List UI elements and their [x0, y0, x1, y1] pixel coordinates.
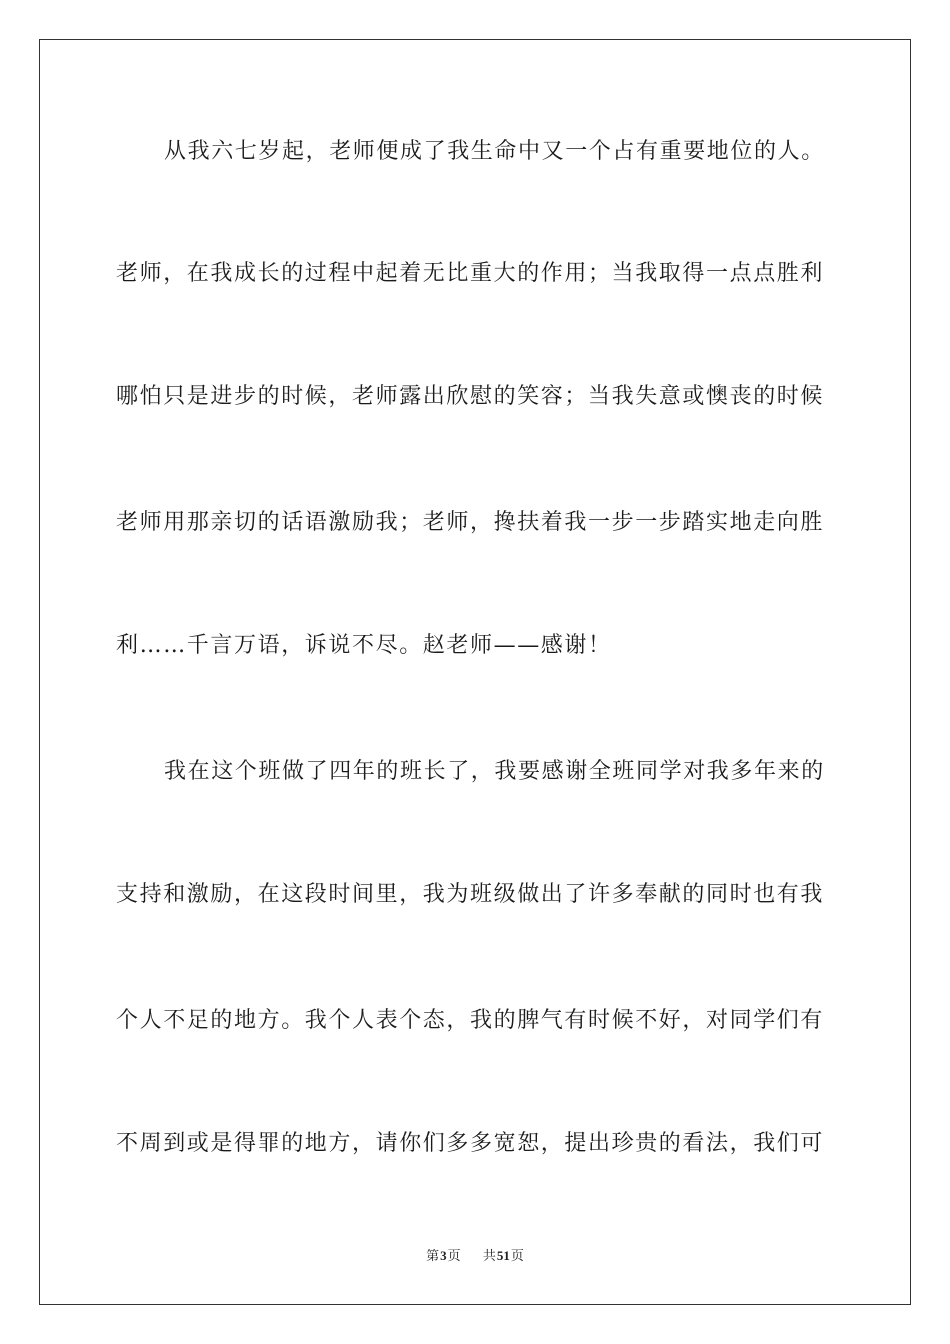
paragraph-1-line-2: 老师，在我成长的过程中起着无比重大的作用；当我取得一点点胜利 [116, 261, 825, 286]
total-pages: 51 [496, 1248, 510, 1263]
page-footer [0, 1247, 950, 1266]
paragraph-1-line-3: 哪怕只是进步的时候，老师露出欣慰的笑容；当我失意或懊丧的时候 [116, 384, 825, 409]
paragraph-1-line-4: 老师用那亲切的话语激励我；老师，搀扶着我一步一步踏实地走向胜 [116, 510, 825, 535]
page-border [39, 39, 911, 1305]
paragraph-2-line-4: 不周到或是得罪的地方，请你们多多宽恕，提出珍贵的看法，我们可 [116, 1131, 825, 1156]
total-pages-label [483, 1249, 524, 1264]
page-number-label [426, 1249, 465, 1264]
paragraph-2-line-3: 个人不足的地方。我个人表个态，我的脾气有时候不好，对同学们有 [116, 1008, 825, 1033]
total-prefix: 共 [482, 1249, 496, 1264]
paragraph-1-line-5: 利……千言万语，诉说不尽。赵老师——感谢！ [116, 633, 612, 658]
page-number: 3 [440, 1248, 447, 1263]
paragraph-2-line-2: 支持和激励，在这段时间里，我为班级做出了许多奉献的同时也有我 [116, 882, 825, 907]
page-suffix: 页 [447, 1249, 461, 1264]
total-suffix: 页 [510, 1249, 524, 1264]
page-prefix: 第 [426, 1249, 440, 1264]
paragraph-2-line-1: 我在这个班做了四年的班长了，我要感谢全班同学对我多年来的 [164, 759, 825, 784]
paragraph-1-line-1: 从我六七岁起，老师便成了我生命中又一个占有重要地位的人。 [164, 139, 825, 164]
